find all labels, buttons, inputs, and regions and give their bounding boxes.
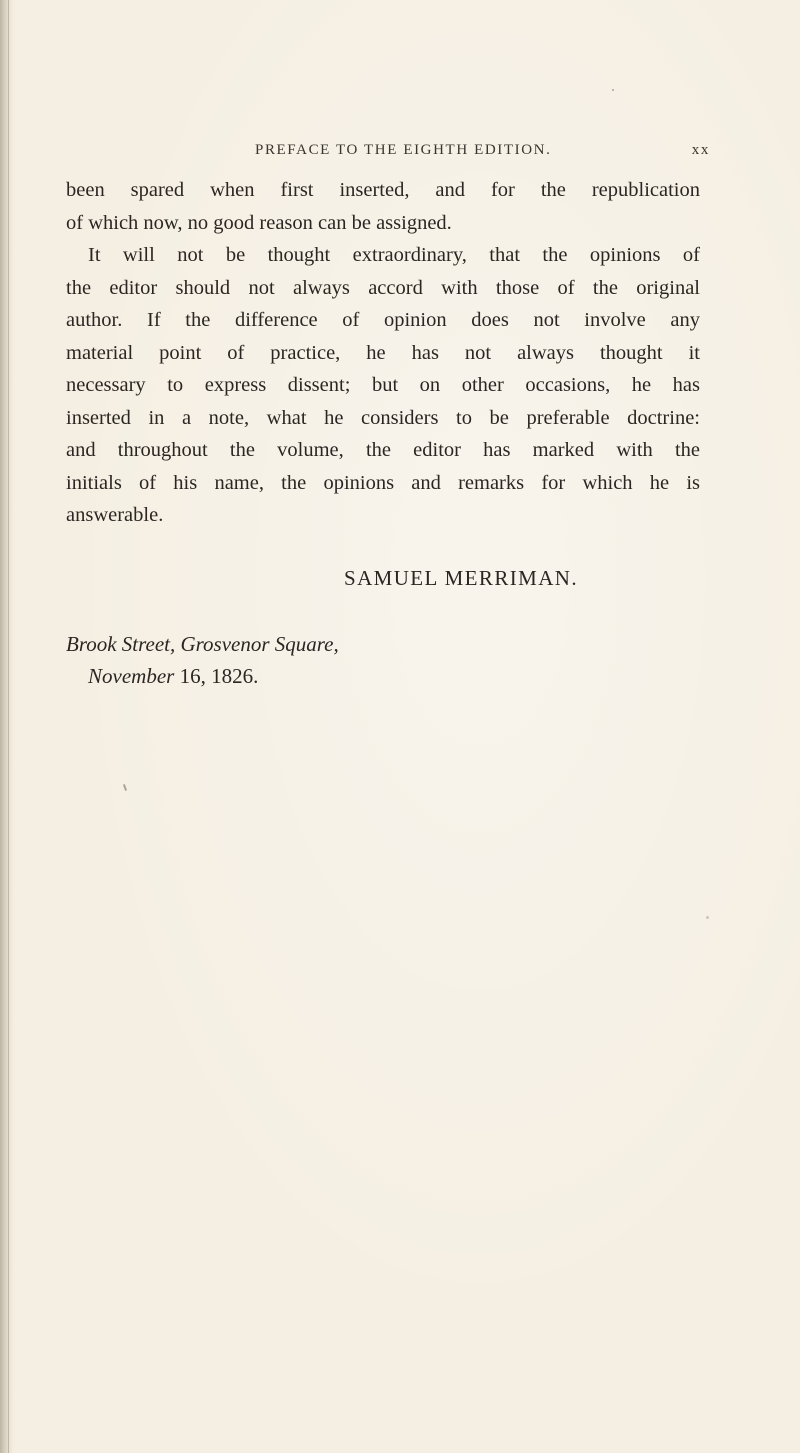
paper-speck [123,784,127,791]
body-text [66,174,700,532]
address-place: Brook Street, Grosvenor Square, [66,632,339,656]
text-line: author. If the difference of opinion does not involve any [66,309,700,331]
text-line: It will not be thought extraordinary, that the opinions of [88,244,700,266]
running-head [255,142,710,166]
binding-edge [0,0,14,1453]
address-block [66,628,339,692]
paper-speck [706,916,709,919]
page-number: xx [691,142,710,158]
text-line: of which now, no good reason can be assigned. [66,211,452,234]
running-title: PREFACE TO THE EIGHTH EDITION. [255,142,552,158]
paper-speck [612,89,614,91]
binding-crease [8,0,9,1453]
date-day-year: 16, 1826. [174,664,259,688]
text-line: necessary to express dissent; but on other occasions, he has [66,374,700,396]
text-line: the editor should not always accord with those of the original [66,276,700,299]
text-line: inserted in a note, what he considers to be preferable doctrine: [66,406,700,429]
text-line: answerable. [66,504,164,526]
text-line: and throughout the volume, the editor has marked with the [66,439,700,461]
text-line: initials of his name, the opinions and remarks for which he is [66,471,700,494]
date-month: November [88,664,175,688]
text-line: been spared when first inserted, and for the republication [66,179,700,201]
signature: SAMUEL MERRIMAN. [344,566,578,590]
text-line: material point of practice, he has not always thought it [66,341,700,364]
address-date [66,660,339,692]
